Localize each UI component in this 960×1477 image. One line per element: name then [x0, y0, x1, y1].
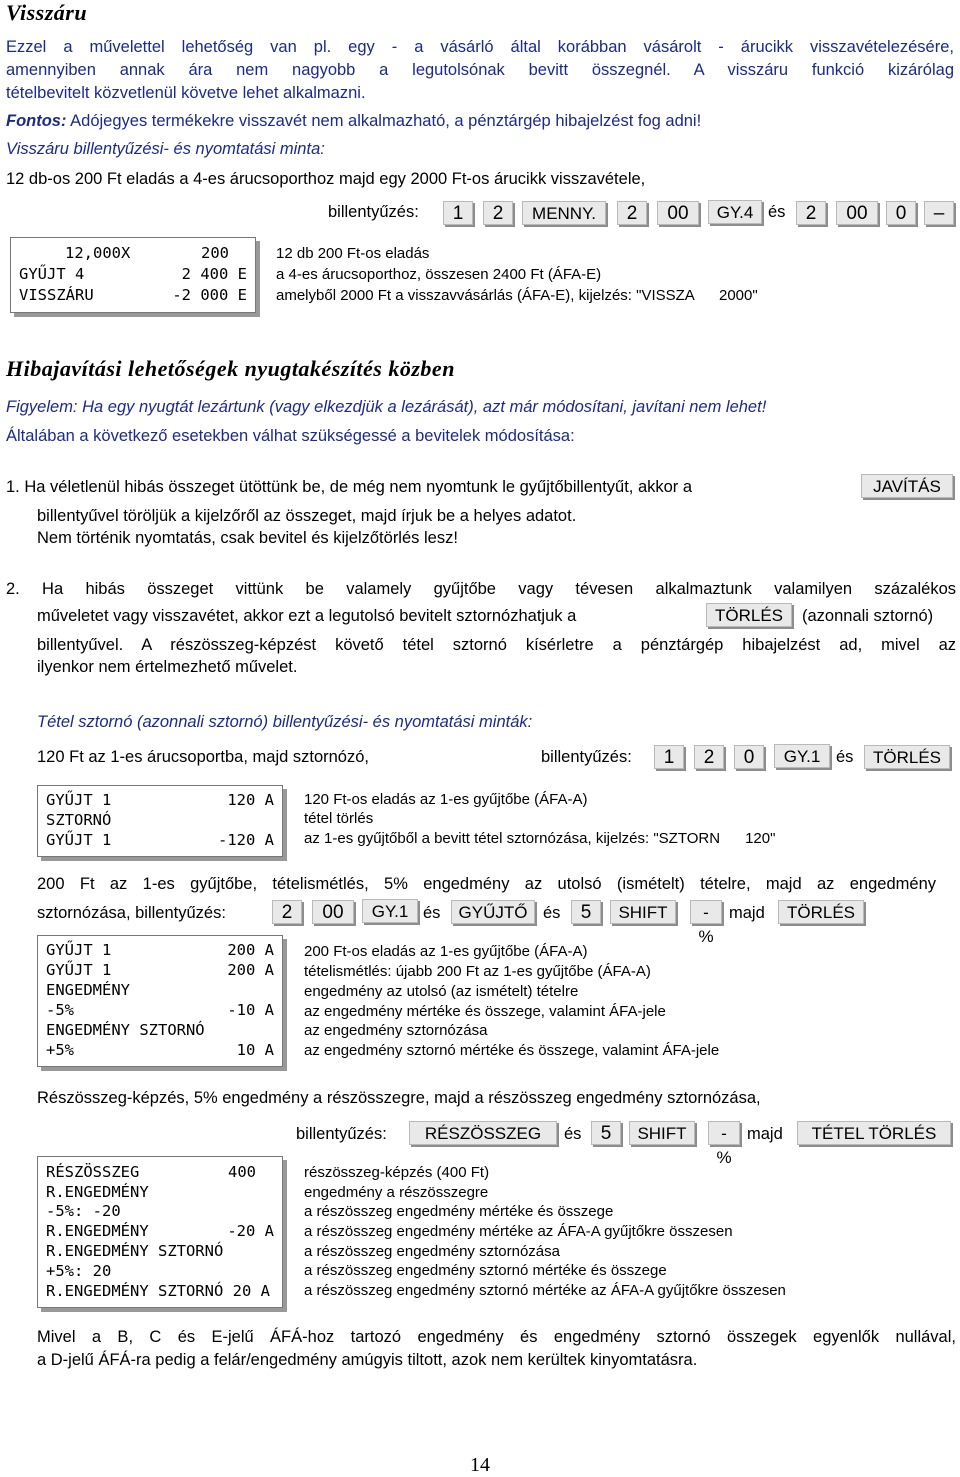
- key-2[interactable]: 2: [272, 900, 302, 924]
- receipt-line: +5%: 20: [46, 1262, 112, 1280]
- receipt-line: -5%: [46, 1001, 74, 1019]
- receipt-desc: 12 db 200 Ft-os eladás: [276, 245, 430, 262]
- example-text: 12 db-os 200 Ft eladás a 4-es árucsoporthoz majd egy 2000 Ft-os árucikk visszavétele,: [6, 170, 646, 188]
- receipt-value: -2 000 E: [172, 286, 247, 304]
- key-gy4[interactable]: GY.4: [708, 200, 762, 224]
- key-reszosszeg[interactable]: RÉSZÖSSZEG: [409, 1121, 557, 1145]
- receipt-line: R.ENGEDMÉNY SZTORNÓ: [46, 1242, 224, 1260]
- receipt-line: +5%: [46, 1041, 74, 1059]
- example-2-text: 200 Ft az 1-es gyűjtőbe, tételismétlés, 5% engedmény az utolsó (ismételt) tételre, majd az engedmény: [37, 875, 936, 893]
- fontos-note: [6, 110, 701, 132]
- item-1-line: Nem történik nyomtatás, csak bevitel és kijelzőtörlés lesz!: [37, 529, 458, 547]
- key-javitas[interactable]: JAVÍTÁS: [861, 474, 953, 498]
- receipt-desc: az engedmény mértéke és összege, valamint ÁFA-jele: [304, 1003, 666, 1020]
- example-2-text: sztornózása, billentyűzés:: [37, 904, 226, 922]
- example-3-text: Részösszeg-képzés, 5% engedmény a részösszegre, majd a részösszeg engedmény sztornózása,: [37, 1089, 761, 1107]
- key-00[interactable]: 00: [657, 201, 699, 225]
- majd-text: majd: [729, 904, 765, 922]
- receipt-desc: a részösszeg engedmény sztornó mértéke az ÁFA-A gyűjtőkre összesen: [304, 1282, 786, 1299]
- receipt-desc: tételismétlés: újabb 200 Ft az 1-es gyűjtőbe (ÁFA-A): [304, 963, 651, 980]
- receipt-desc: amelyből 2000 Ft a visszavvásárlás (ÁFA-E), kijelzés: "VISSZA 2000": [276, 287, 758, 304]
- key-00[interactable]: 00: [312, 900, 354, 924]
- receipt-desc: a részösszeg engedmény sztornó mértéke és összege: [304, 1262, 667, 1279]
- receipt-value: -10 A: [227, 1001, 274, 1019]
- key-percent-minus[interactable]: -%: [708, 1121, 740, 1145]
- receipt-line: GYŰJT 1: [46, 831, 112, 849]
- key-1[interactable]: 1: [443, 201, 473, 225]
- receipt-value: 400: [228, 1163, 256, 1181]
- key-torles[interactable]: TÖRLÉS: [864, 745, 950, 769]
- receipt-value: 2 400 E: [181, 265, 247, 283]
- receipt-desc: engedmény az utolsó (az ismételt) tételre: [304, 983, 579, 1000]
- receipt-value: -20 A: [227, 1222, 274, 1240]
- receipt-line: 12,000X: [65, 244, 131, 262]
- billentyuzes-label: billentyűzés:: [328, 203, 419, 221]
- receipt-value: 200 A: [227, 961, 274, 979]
- receipt-value: -120 A: [218, 831, 274, 849]
- item-2-line: műveletet vagy visszavétet, akkor ezt a legutolsó bevitelt sztornózhatjuk a: [37, 607, 577, 625]
- key-5[interactable]: 5: [591, 1121, 621, 1145]
- key-2[interactable]: 2: [483, 201, 513, 225]
- receipt-desc: tétel törlés: [304, 810, 374, 827]
- example-1-text: 120 Ft az 1-es árucsoportba, majd sztornózó,: [37, 748, 369, 766]
- key-2[interactable]: 2: [796, 201, 826, 225]
- receipt-line: GYŰJT 1: [46, 791, 112, 809]
- key-2[interactable]: 2: [617, 201, 647, 225]
- key-minus[interactable]: –: [924, 201, 954, 225]
- altalaban-text: Általában a következő esetekben válhat szükségessé a bevitelek módosítása:: [6, 427, 575, 445]
- receipt-desc: az engedmény sztornózása: [304, 1022, 488, 1039]
- es-text: és: [836, 748, 854, 766]
- receipt-desc: a részösszeg engedmény mértéke és összege: [304, 1203, 614, 1220]
- final-note: Mivel a B, C és E-jelű ÁFÁ-hoz tartozó engedmény és engedmény sztornó összegek egyenlők nullával,: [37, 1328, 956, 1346]
- paragraph-line: tételbevitelt közvetlenül követve lehet alkalmazni.: [6, 84, 366, 102]
- receipt-desc: az engedmény sztornó mértéke és összege, valamint ÁFA-jele: [304, 1042, 720, 1059]
- key-gyujto[interactable]: GYŰJTŐ: [451, 900, 535, 924]
- majd-text: majd: [747, 1125, 783, 1143]
- key-00[interactable]: 00: [836, 201, 878, 225]
- billentyuzes-label: billentyűzés:: [541, 748, 632, 766]
- receipt-line: R.ENGEDMÉNY: [46, 1222, 149, 1240]
- receipt-desc: a 4-es árucsoporthoz, összesen 2400 Ft (ÁFA-E): [276, 266, 602, 283]
- item-2-line: (azonnali sztornó): [802, 607, 934, 625]
- key-2[interactable]: 2: [694, 745, 724, 769]
- receipt-value: 200: [201, 244, 229, 262]
- receipt-line: RÉSZÖSSZEG: [46, 1163, 140, 1181]
- key-torles[interactable]: TÖRLÉS: [706, 603, 792, 627]
- receipt-line: -5%: -20: [46, 1202, 121, 1220]
- key-1[interactable]: 1: [654, 745, 684, 769]
- receipt-line: R.ENGEDMÉNY: [46, 1183, 149, 1201]
- receipt-desc: részösszeg-képzés (400 Ft): [304, 1164, 490, 1181]
- key-tetel-torles[interactable]: TÉTEL TÖRLÉS: [797, 1121, 951, 1145]
- es-text: és: [543, 904, 561, 922]
- receipt-sample-sztorno-1: [37, 785, 283, 857]
- receipt-line: SZTORNÓ: [46, 811, 112, 829]
- receipt-value: 120 A: [227, 791, 274, 809]
- key-shift[interactable]: SHIFT: [629, 1121, 695, 1145]
- item-2-line: ilyenkor nem értelmezhető művelet.: [37, 658, 298, 676]
- receipt-sample-visszaru: [10, 237, 256, 313]
- receipt-value: 200 A: [227, 941, 274, 959]
- paragraph-line: amennyiben annak ára nem nagyobb a legutolsónak bevitt összegnél. A visszáru funkció kizárólag: [6, 61, 954, 79]
- receipt-line: R.ENGEDMÉNY SZTORNÓ 20 A: [46, 1282, 270, 1300]
- receipt-desc: 120 Ft-os eladás az 1-es gyűjtőbe (ÁFA-A): [304, 791, 588, 808]
- key-percent-minus[interactable]: -%: [690, 900, 722, 924]
- key-0[interactable]: 0: [886, 201, 916, 225]
- es-text: és: [423, 904, 441, 922]
- fontos-text: Adójegyes termékekre visszavét nem alkalmazható, a pénztárgép hibajelzést fog adni!: [66, 112, 702, 130]
- figyelem-note: Figyelem: Ha egy nyugtát lezártunk (vagy elkezdjük a lezárását), azt már módosítani, javítani nem lehet!: [6, 398, 767, 416]
- item-2-line: 2. Ha hibás összeget vittünk be valamely gyűjtőbe vagy tévesen alkalmaztunk valamilyen százalékos: [6, 580, 956, 598]
- minta-title: Visszáru billentyűzési- és nyomtatási minta:: [6, 140, 325, 158]
- final-note: a D-jelű ÁFÁ-ra pedig a felár/engedmény amúgyis tiltott, azok nem kerültek kinyomtatásra.: [37, 1351, 698, 1369]
- key-torles[interactable]: TÖRLÉS: [778, 900, 864, 924]
- receipt-line: ENGEDMÉNY: [46, 981, 130, 999]
- item-1-line: 1. Ha véletlenül hibás összeget ütöttünk be, de még nem nyomtunk le gyűjtőbillentyűt, akkor a: [6, 478, 693, 496]
- key-shift[interactable]: SHIFT: [610, 900, 676, 924]
- receipt-desc: engedmény a részösszegre: [304, 1184, 489, 1201]
- billentyuzes-label: billentyűzés:: [296, 1125, 387, 1143]
- receipt-sample-sztorno-2: [37, 935, 283, 1067]
- receipt-desc: 200 Ft-os eladás az 1-es gyűjtőbe (ÁFA-A): [304, 943, 588, 960]
- item-2-line: billentyűvel. A részösszeg-képzést követő tétel sztornó kísérletre a pénztárgép hibajelzést ad, mivel az: [37, 636, 956, 654]
- receipt-sample-reszosszeg: [37, 1156, 283, 1308]
- receipt-line: ENGEDMÉNY SZTORNÓ: [46, 1021, 205, 1039]
- section-title-visszaru: Visszáru: [6, 0, 88, 25]
- section-title-hibajavitas: Hibajavítási lehetőségek nyugtakészítés közben: [6, 356, 455, 381]
- receipt-line: GYŰJT 1: [46, 961, 112, 979]
- receipt-line: GYŰJT 1: [46, 941, 112, 959]
- receipt-line: VISSZÁRU: [19, 286, 94, 304]
- receipt-desc: a részösszeg engedmény mértéke az ÁFA-A gyűjtőkre összesen: [304, 1223, 733, 1240]
- fontos-label: Fontos:: [6, 112, 67, 130]
- item-1-line: billentyűvel töröljük a kijelzőről az összeget, majd írjuk be a helyes adatot.: [37, 507, 577, 525]
- sztorno-title: Tétel sztornó (azonnali sztornó) billentyűzési- és nyomtatási minták:: [37, 713, 533, 731]
- page-number: 14: [470, 1454, 490, 1476]
- receipt-desc: a részösszeg engedmény sztornózása: [304, 1243, 560, 1260]
- receipt-value: 10 A: [236, 1041, 274, 1059]
- key-5[interactable]: 5: [571, 900, 601, 924]
- key-menny[interactable]: MENNY.: [522, 201, 606, 225]
- key-gy1[interactable]: GY.1: [774, 744, 830, 768]
- key-0[interactable]: 0: [734, 745, 764, 769]
- key-gy1[interactable]: GY.1: [362, 899, 418, 923]
- es-text: és: [564, 1125, 582, 1143]
- paragraph-line: Ezzel a művelettel lehetőség van pl. egy - a vásárló által korábban vásárolt - árucikk visszavételezésére,: [6, 38, 954, 56]
- es-text: és: [768, 203, 786, 221]
- receipt-line: GYŰJT 4: [19, 265, 85, 283]
- receipt-desc: az 1-es gyűjtőből a bevitt tétel sztornózása, kijelzés: "SZTORN 120": [304, 830, 776, 847]
